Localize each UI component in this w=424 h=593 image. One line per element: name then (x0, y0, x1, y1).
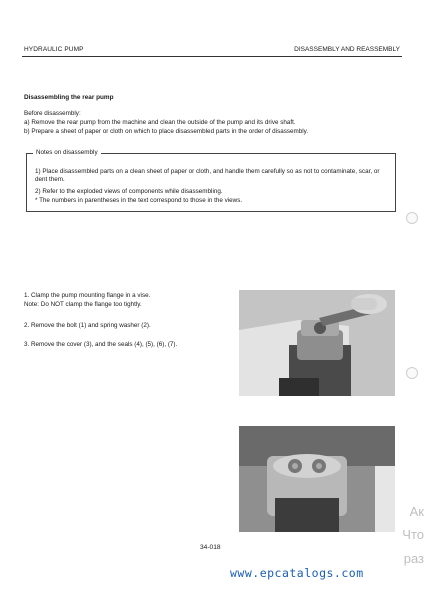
note-3: * The numbers in parentheses in the text correspond to those in the views. (35, 197, 243, 204)
prep-item-a: a) Remove the rear pump from the machine and clean the outside of the pump and its drive shaft. (24, 119, 296, 126)
header-rule (22, 56, 402, 57)
watermark-link[interactable]: www.epcatalogs.com (230, 566, 364, 580)
photo-pump-in-vise (239, 290, 395, 396)
section-title: Disassembling the rear pump (24, 94, 114, 101)
photo-pump-cover-removed (239, 426, 395, 532)
step-1-note: Note: Do NOT clamp the flange too tightly. (24, 301, 142, 308)
header-right: DISASSEMBLY AND REASSEMBLY (294, 46, 400, 53)
notes-box (26, 149, 396, 212)
note-2: 2) Refer to the exploded views of components while disassembling. (35, 188, 223, 195)
intro-text: Before disassembly: (24, 110, 81, 117)
header-left: HYDRAULIC PUMP (24, 46, 84, 53)
margin-hole-mark (406, 367, 418, 379)
edge-text-1: Ак (409, 504, 424, 519)
margin-hole-mark (406, 212, 418, 224)
step-2: 2. Remove the bolt (1) and spring washer (2). (24, 322, 151, 329)
edge-text-2: Что (402, 527, 424, 542)
page-number: 34-018 (200, 544, 221, 551)
prep-item-b: b) Prepare a sheet of paper or cloth on which to place disassembled parts in the order of disassembly. (24, 128, 309, 135)
note-1: 1) Place disassembled parts on a clean sheet of paper or cloth, and handle them carefully so as not to contaminate, scar, or dent them. (35, 168, 380, 183)
step-1: 1. Clamp the pump mounting flange in a vise. (24, 292, 151, 299)
edge-text-3: раз (403, 551, 424, 566)
step-3: 3. Remove the cover (3), and the seals (4), (5), (6), (7). (24, 341, 178, 348)
notes-title: Notes on disassembly (33, 149, 101, 156)
